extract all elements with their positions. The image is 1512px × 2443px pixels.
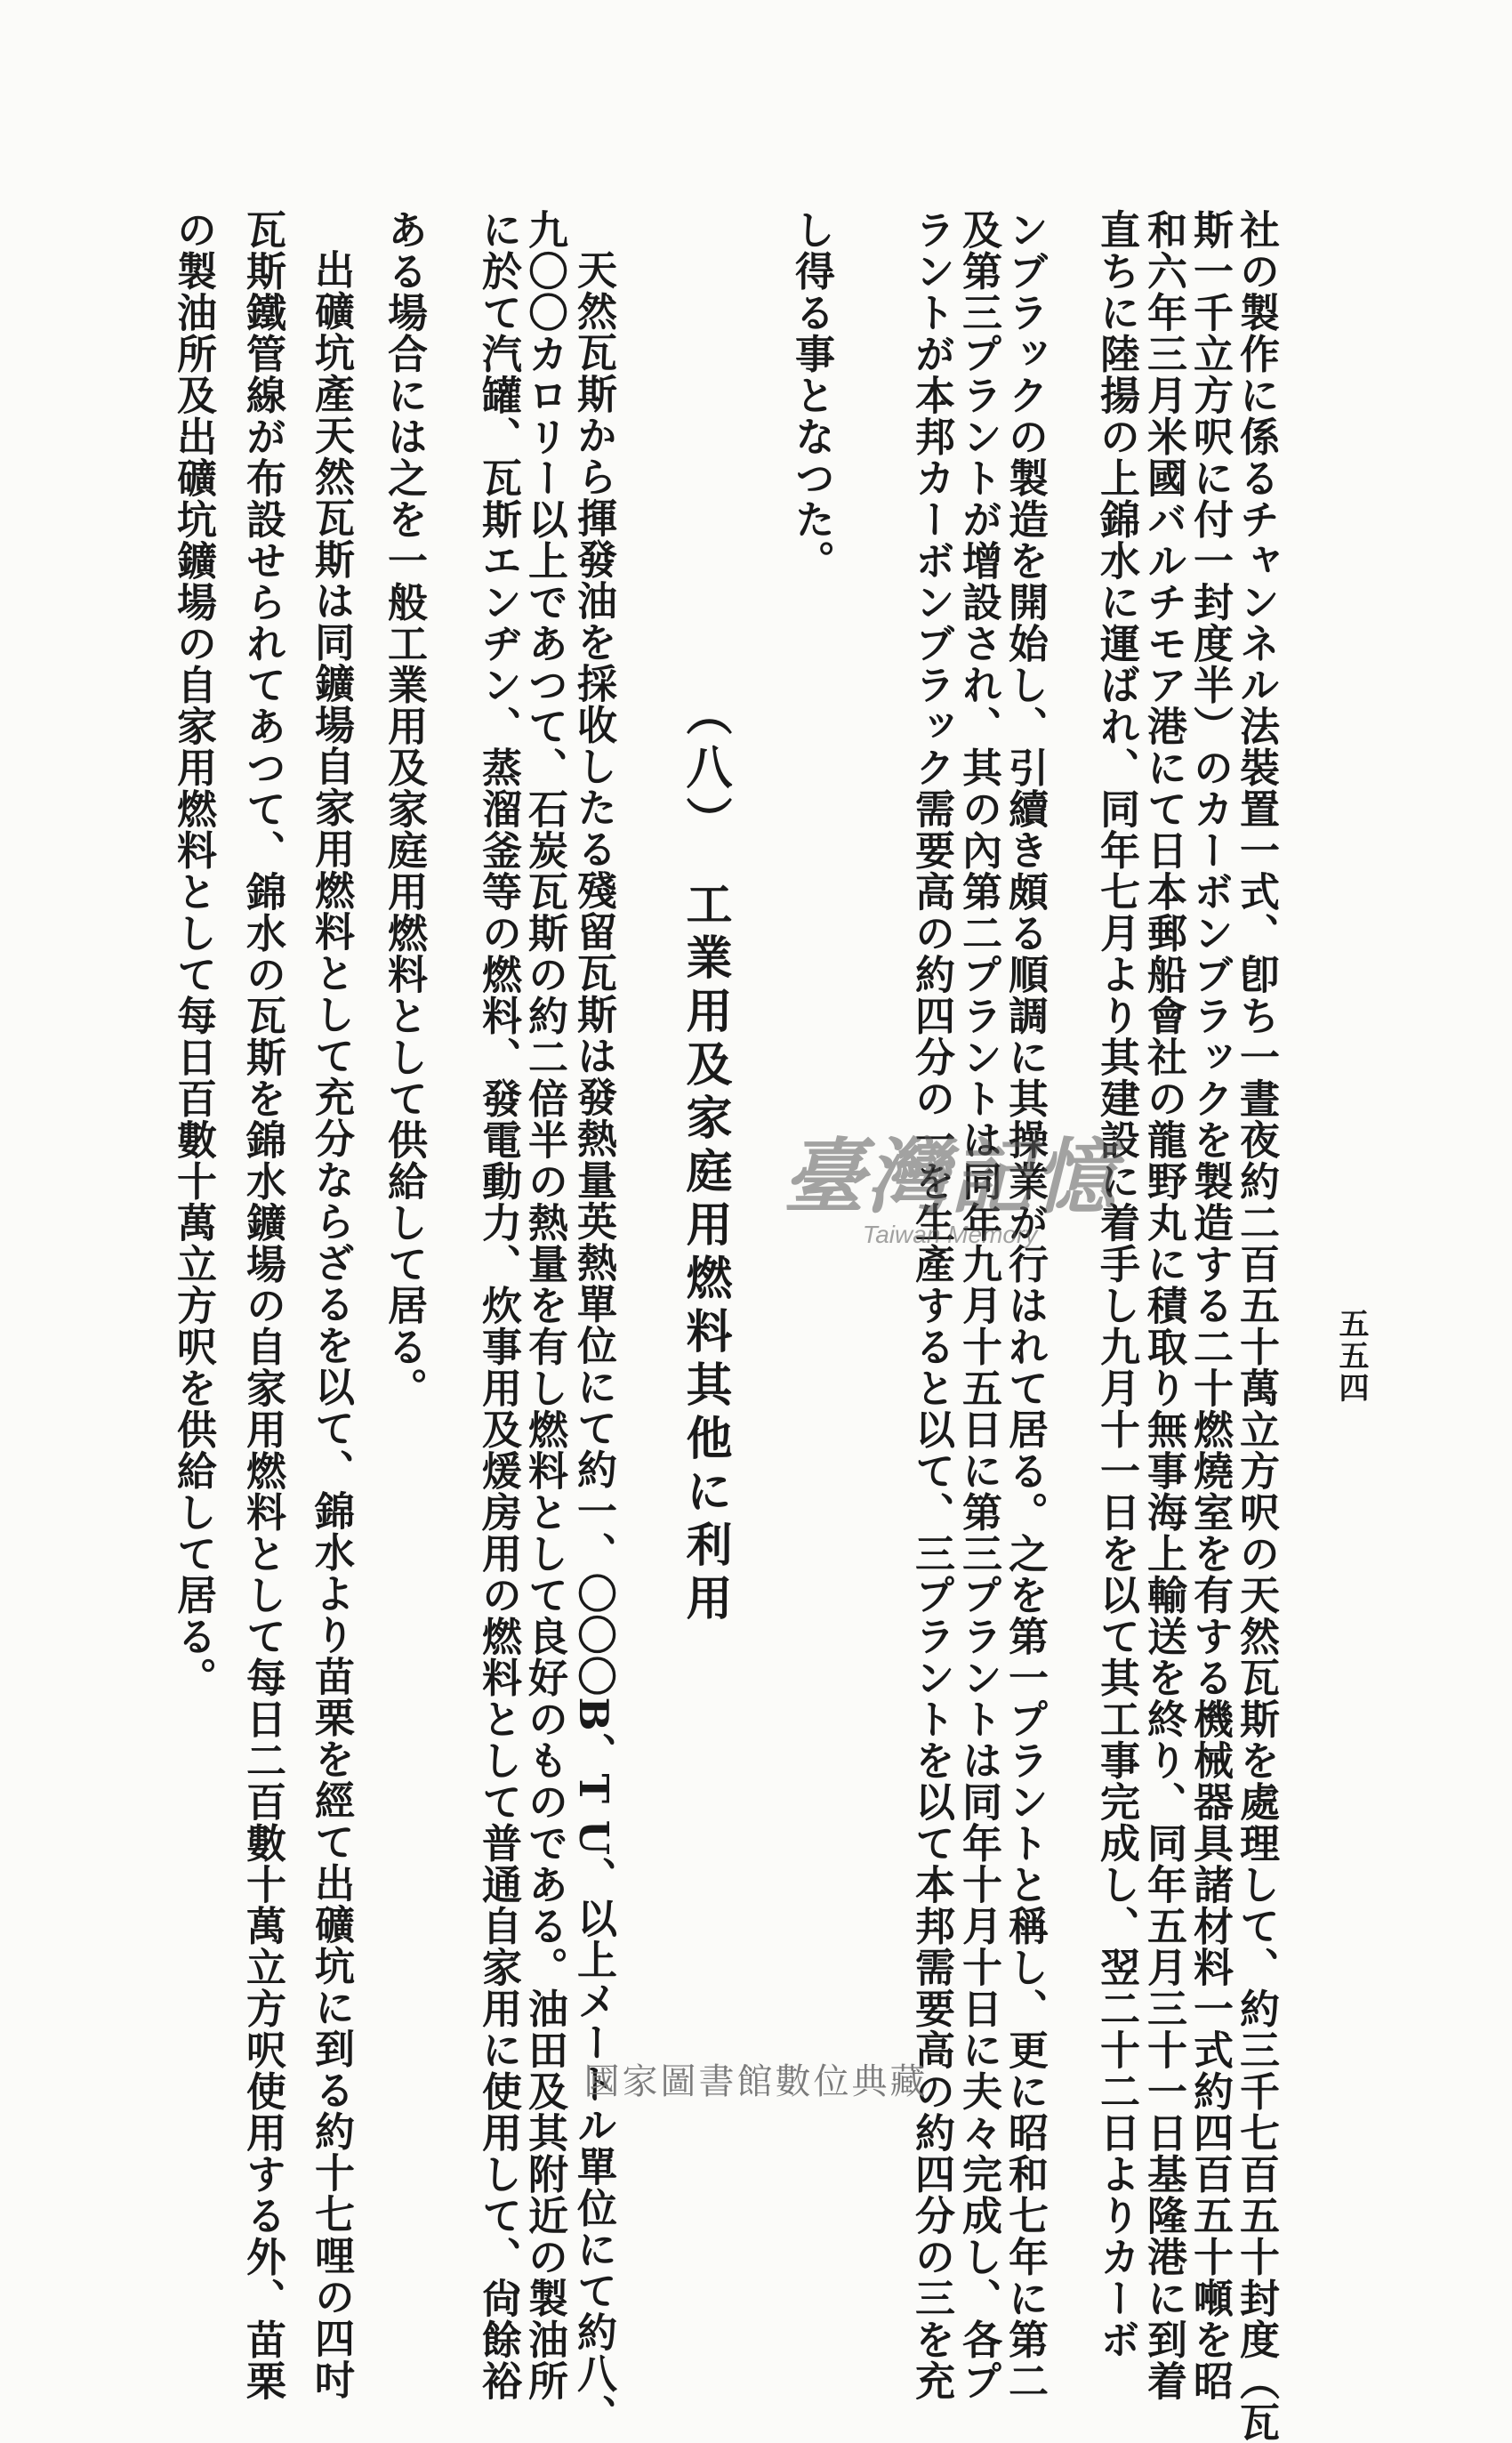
text-column: ンブラックの製造を開始し、引續き頗る順調に其操業が行はれて居る。之を第一プラントと稱し、更に昭和七年に第二 (1001, 209, 1049, 2402)
watermark-sub: Taiwan Memory (862, 1221, 1038, 1248)
text-column: ラントが本邦カーボンブラック需要高の約四分の一を生產すると以て、三プラントを以て本邦需要高の約四分の三を充 (908, 209, 955, 2402)
text-column: の製油所及出礦坑鑛場の自家用燃料として每日百數十萬立方呎を供給して居る。 (170, 209, 217, 1698)
text-column: ある場合には之を一般工業用及家庭用燃料として供給して居る。 (381, 209, 428, 1409)
text-column: 社の製作に係るチャンネル法裝置一式、卽ち一晝夜約二百五十萬立方呎の天然瓦斯を處理して、約三千七百五十封度（瓦 (1233, 209, 1280, 2443)
footer-caption: 國家圖書館數位典藏 (583, 2061, 929, 2102)
watermark-main: 臺灣記憶 (783, 1129, 1118, 1225)
text-column: 出礦坑產天然瓦斯は同鑛場自家用燃料として充分ならざるを以て、錦水より苗栗を經て出礦坑に到る約十七哩の四吋 (308, 249, 355, 2400)
text-column: 直ちに陸揚の上錦水に運ばれ、同年七月より其建設に着手し九月十一日を以て其工事完成し、翌二十二日よりカーボ (1093, 209, 1140, 2360)
text-column: 斯一千立方呎に付一封度半）のカーボンブラックを製造する二十燃燒室を有する機械器具諸材料一式約四百五十噸を昭 (1186, 209, 1234, 2402)
text-column: に於て汽罐、瓦斯エンヂン、蒸溜釜等の燃料、發電動力、炊事用及煖房用の燃料として普通自家用に使用して、尙餘裕 (475, 209, 522, 2402)
text-column: し得る事となつた。 (788, 209, 835, 582)
page-number: 五五四 (1333, 1308, 1369, 1404)
text-column: 天然瓦斯から揮發油を採收したる殘留瓦斯は發熱量英熱單位にて約一、〇〇〇B、T U、以上メートル單位にて約八、 (570, 249, 617, 2436)
text-column: 及第三プラントが增設され、其の內第二プラントは同年九月十五日に第三プラントは同年十月十日に夫々完成し、各プ (955, 209, 1002, 2402)
section-heading: （八） 工業用及家庭用燃料其他に利用 (678, 689, 732, 1627)
text-column: 和六年三月米國バルチモア港にて日本郵船會社の龍野丸に積取り無事海上輸送を終り、同年五月三十一日基隆港に到着 (1140, 209, 1187, 2402)
text-column: 瓦斯鐵管線が布設せられてあつて、錦水の瓦斯を錦水鑛場の自家用燃料として每日二百數十萬立方呎使用する外、苗栗 (239, 209, 286, 2402)
text-column: 九〇〇カロリー以上であつて、石炭瓦斯の約二倍半の熱量を有し燃料として良好のものである。油田及其附近の製油所 (521, 209, 568, 2402)
